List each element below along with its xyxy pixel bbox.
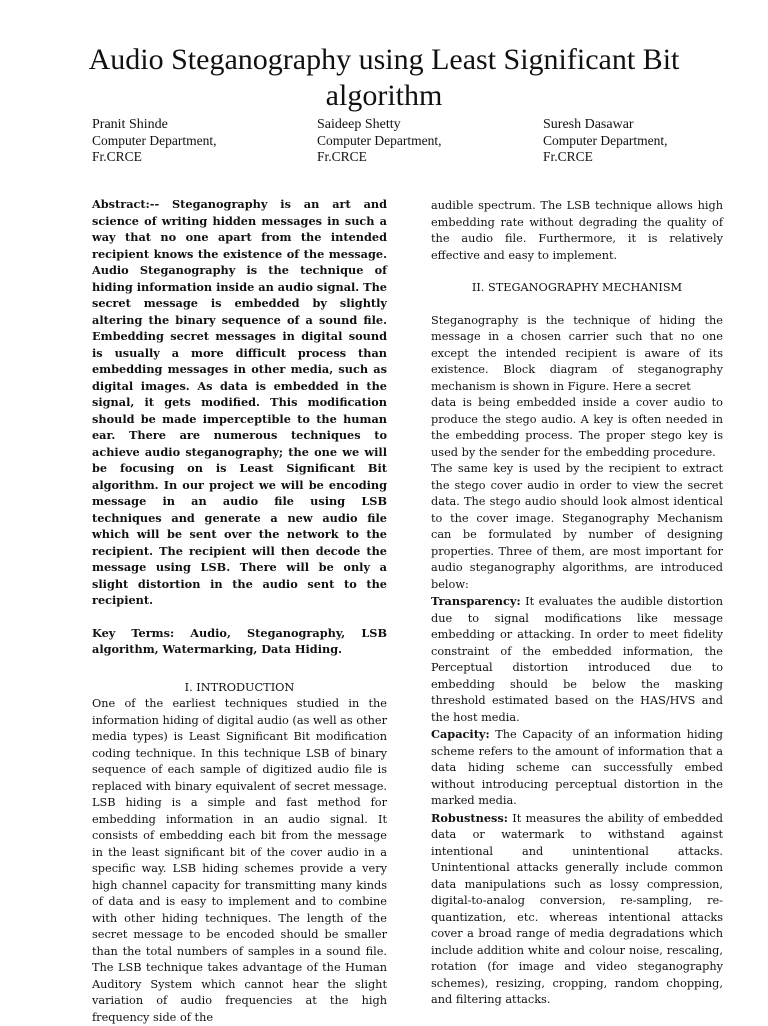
right-column <box>431 198 723 1009</box>
author-name: Saideep Shetty <box>317 117 401 132</box>
capacity-label: Capacity: <box>431 727 490 741</box>
robustness-paragraph <box>431 810 723 1009</box>
author-1 <box>92 117 216 165</box>
author-affiliation: Fr.CRCE <box>317 149 367 164</box>
capacity-text: The Capacity of an information hiding scheme refers to the amount of information that a data hiding scheme can successfully embed without introducing perceptual distortion in the marked media. <box>431 728 723 807</box>
section-heading-mechanism: II. STEGANOGRAPHY MECHANISM <box>471 281 683 294</box>
paper-title: Audio Steganography using Least Significant Bit algorithm <box>88 43 680 112</box>
author-name: Pranit Shinde <box>92 117 168 132</box>
key-terms: Key Terms: Audio, Steganography, LSB algorithm, Watermarking, Data Hiding. <box>92 625 387 656</box>
author-affiliation: Fr.CRCE <box>543 149 593 164</box>
robustness-label: Robustness: <box>431 810 508 825</box>
introduction-body: One of the earliest techniques studied in the information hiding of digital audio (as well as other media types) is Least Significant Bit modification coding technique. In this technique LSB of binary sequence of each sample of digitized audio file is replaced with binary equivalent of secret message. LSB hiding is a simple and fast method for embedding information in an audio signal. It consists of embedding each bit from the message in the least significant bit of the cover audio in a specific way. LSB hiding schemes provide a very high channel capacity for transmitting many kinds of data and is easy to implement and to combine with other hiding techniques. The length of the secret message to be encoded should be smaller than the total numbers of samples in a sound file. The LSB technique takes advantage of the Human Auditory System which cannot hear the slight variation of audio frequencies at the high frequency side of the <box>92 697 387 1024</box>
introduction-continued: audible spectrum. The LSB technique allows high embedding rate without degrading the quality of the audio file. Furthermore, it is relatively effective and easy to implement. <box>431 199 723 262</box>
left-column <box>92 196 387 1026</box>
spacer <box>92 609 387 625</box>
author-name: Suresh Dasawar <box>543 117 634 132</box>
author-block <box>92 117 732 167</box>
mechanism-paragraph-1: Steganography is the technique of hiding the message in a chosen carrier such that no one except the intended recipient is aware of its existence. Block diagram of steganography mechanism is shown in Figure. Here a secret <box>431 313 723 393</box>
author-3 <box>543 117 667 165</box>
abstract-text: Abstract:-- Steganography is an art and science of writing hidden messages in such a way that no one apart from the intended recipient knows the existence of the message. Audio Steganography is the technique of hiding information inside an audio signal. The secret message is embedded by slightly altering the binary sequence of a sound file. Embedding secret messages in digital sound is usually a more difficult process than embedding messages in other media, such as digital images. As data is embedded in the signal, it gets modified. This modification should be made imperceptible to the human ear. There are numerous techniques to achieve audio steganography; the one we will be focusing on is Least Significant Bit algorithm. In our project we will be encoding message in an audio file using LSB techniques and generate a new audio file which will be sent over the network to the recipient. The recipient will then decode the message using LSB. There will be only a slight distortion in the audio sent to the recipient. <box>92 197 387 607</box>
author-department: Computer Department, <box>317 133 442 148</box>
mechanism-paragraph-2: data is being embedded inside a cover audio to produce the stego audio. A key is often needed in the embedding process. The proper stego key is used by the sender for the embedding procedure. <box>431 396 723 459</box>
author-department: Computer Department, <box>92 133 217 148</box>
transparency-paragraph <box>431 593 723 726</box>
capacity-paragraph <box>431 726 723 810</box>
author-affiliation: Fr.CRCE <box>92 149 142 164</box>
robustness-text: It measures the ability of embedded data or watermark to withstand against intentional and unintentional attacks. Unintentional attacks generally include common data manipulations such as lossy compression, digital-to-analog conversion, re-sampling, re-quantization, etc. whereas intentional attacks cover a broad range of media degradations which include addition white and colour noise, rescaling, rotation (for image and video steganography schemes), resizing, cropping, random chopping, and filtering attacks. <box>431 811 723 1006</box>
author-2 <box>317 117 441 165</box>
section-heading-introduction: I. INTRODUCTION <box>184 680 295 694</box>
mechanism-paragraph-3: The same key is used by the recipient to extract the stego cover audio in order to view the secret data. The stego audio should look almost identical to the cover image. Steganography Mechanism can be formulated by number of designing properties. Three of them, are most important for audio steganography algorithms, are introduced below: <box>431 462 723 591</box>
transparency-label: Transparency: <box>431 594 521 608</box>
author-department: Computer Department, <box>543 133 668 148</box>
spacer <box>92 658 387 674</box>
transparency-text: It evaluates the audible distortion due to signal modifications like message embedding or attacking. In order to meet fidelity constraint of the embedded information, the Perceptual distortion introduced due to embedding should be below the masking threshold estimated based on the HAS/HVS and the host media. <box>431 595 723 724</box>
